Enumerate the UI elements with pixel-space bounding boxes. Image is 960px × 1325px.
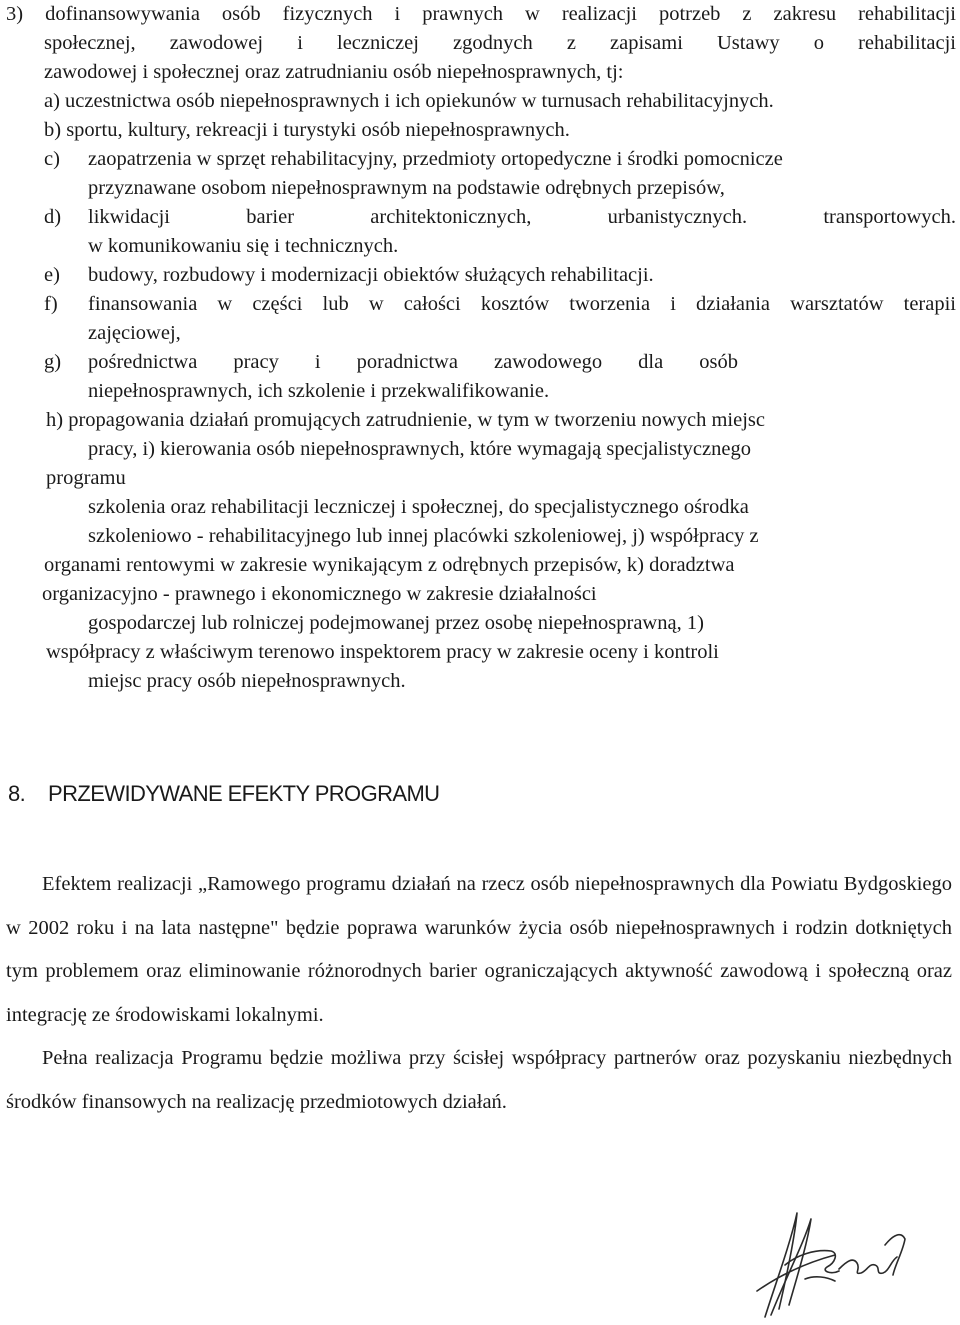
section-title: PRZEWIDYWANE EFEKTY PROGRAMU	[48, 781, 440, 806]
list-item-label: g)	[44, 351, 62, 373]
list-item-label: f)	[44, 293, 58, 315]
list-item-text: organizacyjno - prawnego i ekonomicznego w zakresie działalności	[42, 583, 597, 605]
list-item-text: pośrednictwa pracy i poradnictwa zawodowego dla osób	[88, 351, 738, 373]
list-item-e	[6, 261, 956, 290]
list-item-text: programu	[46, 467, 126, 489]
list-item-a: a) uczestnictwa osób niepełnosprawnych i ich opiekunów w turnusach rehabilitacyjnych.	[44, 90, 774, 112]
list-item-text: miejsc pracy osób niepełnosprawnych.	[88, 670, 406, 692]
list-item-text: szkoleniowo - rehabilitacyjnego lub innej placówki szkoleniowej, j) współpracy z	[88, 525, 759, 547]
list-item-text: finansowania w części lub w całości kosztów tworzenia i działania warsztatów terapii	[88, 293, 956, 315]
list-item-label: d)	[44, 206, 62, 228]
list-item-text: budowy, rozbudowy i modernizacji obiektów służących rehabilitacji.	[88, 264, 654, 286]
list-item-text: niepełnosprawnych, ich szkolenie i przekwalifikowanie.	[88, 380, 550, 402]
section-3-intro-line: 3) dofinansowywania osób fizycznych i prawnych w realizacji potrzeb z zakresu rehabilitacji	[6, 3, 956, 25]
list-item-text: w komunikowaniu się i technicznych.	[88, 235, 399, 257]
list-item-text: szkolenia oraz rehabilitacji leczniczej i społecznej, do specjalistycznego ośrodka	[88, 496, 749, 518]
handwritten-signature	[735, 1205, 915, 1325]
list-item-text: pracy, i) kierowania osób niepełnosprawnych, które wymagają specjalistycznego	[88, 438, 751, 460]
section-heading	[8, 778, 708, 810]
list-item-text: likwidacji barier architektonicznych, urbanistycznych. transportowych.	[88, 206, 956, 228]
section-3-intro-line: społecznej, zawodowej i leczniczej zgodnych z zapisami Ustawy o rehabilitacji	[44, 32, 956, 54]
paragraph: Efektem realizacji „Ramowego programu działań na rzecz osób niepełnosprawnych dla Powiatu Bydgoskiego w 2002 roku i na lata następne" będzie poprawa warunków życia osób niepełnosprawnych i rodzin dotkniętych tym problemem oraz eliminowanie różnorodnych barier ograniczających aktywność zawodową i społeczną oraz integrację ze środowiskami lokalnymi.	[6, 873, 952, 1026]
list-item-text: zajęciowej,	[88, 322, 181, 344]
effects-section	[6, 863, 952, 1124]
section-number: 8.	[8, 781, 26, 806]
list-item-text: organami rentowymi w zakresie wynikającym z odrębnych przepisów, k) doradztwa	[44, 554, 735, 576]
section-3-list	[6, 0, 956, 696]
section-3-intro-line: zawodowej i społecznej oraz zatrudnianiu osób niepełnosprawnych, tj:	[44, 61, 624, 83]
paragraph: Pełna realizacja Programu będzie możliwa przy ścisłej współpracy partnerów oraz pozyskaniu niezbędnych środków finansowych na realizację przedmiotowych działań.	[6, 1047, 952, 1113]
list-item-label: c)	[44, 148, 60, 170]
list-item-text: zaopatrzenia w sprzęt rehabilitacyjny, przedmioty ortopedyczne i środki pomocnicze	[88, 148, 783, 170]
list-item-f	[6, 290, 956, 319]
list-item-label: e)	[44, 264, 60, 286]
list-item-text: współpracy z właściwym terenowo inspektorem pracy w zakresie oceny i kontroli	[46, 641, 719, 663]
list-item-c	[6, 145, 956, 174]
list-item-d	[6, 203, 956, 232]
list-item-h: h) propagowania działań promujących zatrudnienie, w tym w tworzeniu nowych miejsc	[46, 409, 765, 431]
list-item-text: przyznawane osobom niepełnosprawnym na podstawie odrębnych przepisów,	[88, 177, 725, 199]
list-item-b: b) sportu, kultury, rekreacji i turystyki osób niepełnosprawnych.	[44, 119, 570, 141]
list-item-text: gospodarczej lub rolniczej podejmowanej przez osobę niepełnosprawną, 1)	[88, 612, 704, 634]
list-item-g	[6, 348, 956, 377]
